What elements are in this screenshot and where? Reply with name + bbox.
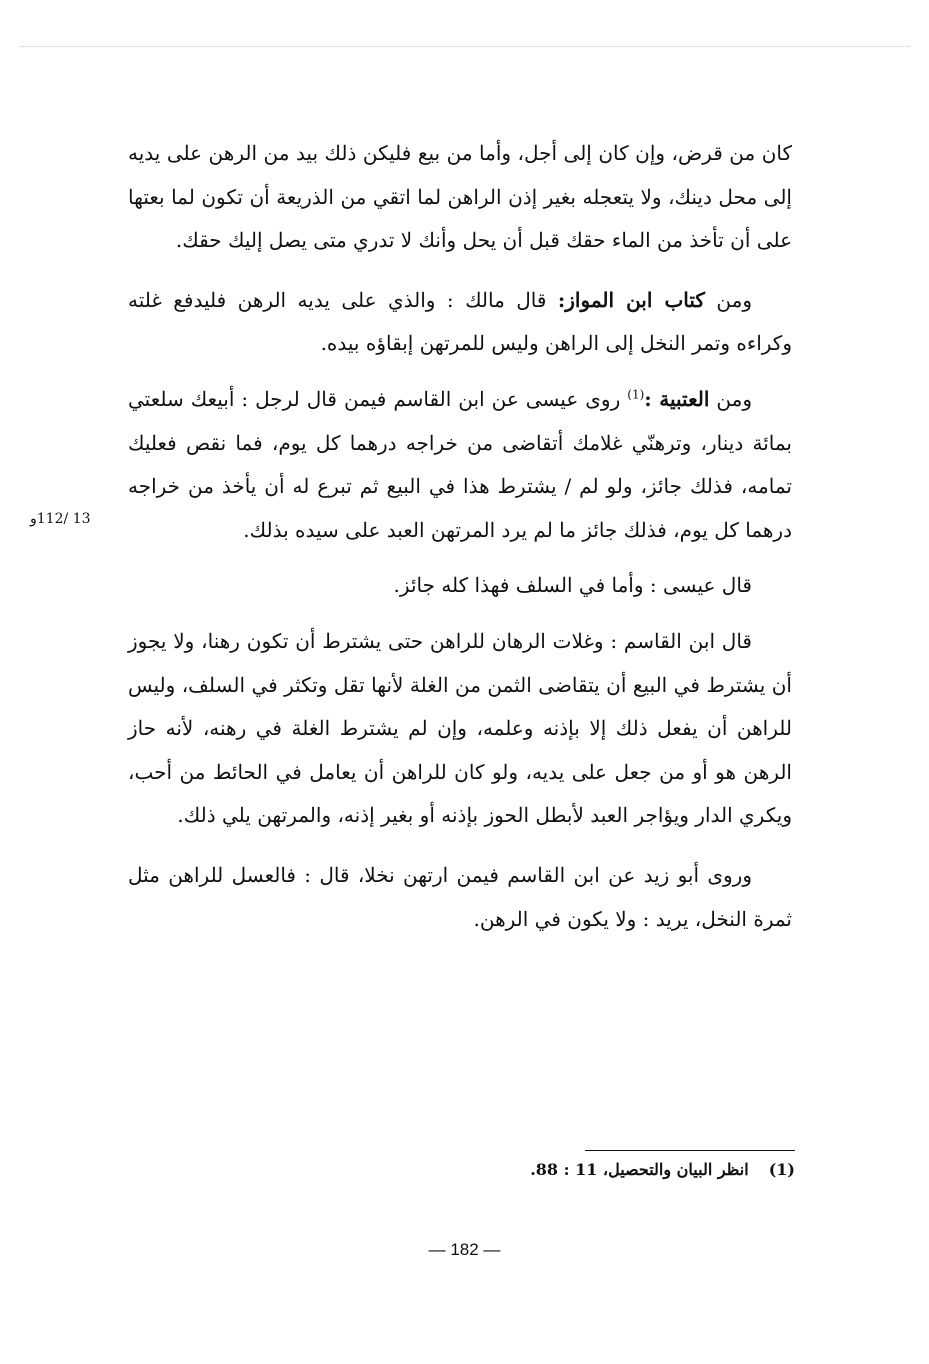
footnote-ref: (1): [627, 387, 645, 402]
paragraph-3: [128, 378, 792, 552]
page-number: — 182 —: [428, 1240, 501, 1259]
paragraph-2-text: قال مالك : والذي على يديه الرهن فليدفع غلته وكراءه وتمر النخل إلى الراهن وليس للمرتهن إبقاؤه بيده.: [128, 287, 792, 356]
paragraph-3-lead: ومن: [709, 386, 752, 411]
source-title-utbiyya: العتبية :: [644, 386, 710, 411]
source-title-ibn-al-mawwaz: كتاب ابن المواز:: [557, 287, 705, 312]
paragraph-1: كان من قرض، وإن كان إلى أجل، وأما من بيع فليكن ذلك بيد من الرهن على يديه إلى محل دينك، ولا يتعجله بغير إذن الراهن لما اتقي من الذريعة أن تكون لما بعتها على أن تأخذ من الماء حقك قبل أن يحل وأنك لا تدري متى يصل إليك حقك.: [128, 141, 792, 253]
paragraph-2-lead: ومن: [704, 287, 752, 312]
footnote-text: انظر البيان والتحصيل، 11 : 88.: [530, 1160, 749, 1179]
paragraph-3-text: روى عيسى عن ابن القاسم فيمن قال لرجل : أبيعك سلعتي بمائة دينار، وترهنّي غلامك أتقاضى من خراجه درهما كل يوم، فما نقص فعليك تمامه، فذلك جائز، ولو لم / يشترط هذا في البيع ثم تبرع له أن يأخذ من خراجه درهما كل يوم، فذلك جائز ما لم يرد المرتهن العبد على سيده بذلك.: [128, 386, 792, 542]
footnote-rule: [585, 1150, 795, 1151]
paragraph-5: قال ابن القاسم : وغلات الرهان للراهن حتى يشترط أن تكون رهنا، ولا يجوز أن يشترط في البيع أن يتقاضى الثمن من الغلة لأنها تقل وتكثر في السلف، وليس للراهن أن يفعل ذلك إلا بإذنه وعلمه، وإن لم يشترط الغلة في رهنه، لأنه حاز الرهن هو أو من جعل على يديه، ولو كان للراهن أن يعامل في الحائط من أحب، ويكري الدار ويؤاجر العبد لأبطل الحوز بإذنه أو بغير إذنه، والمرتهن يلي ذلك.: [128, 628, 792, 828]
paragraph-4: قال عيسى : وأما في السلف فهذا كله جائز.: [393, 573, 752, 598]
paragraph-2: [128, 279, 792, 366]
main-text: [128, 132, 792, 941]
footnote: [400, 1158, 795, 1182]
footnote-number: (1): [768, 1160, 795, 1179]
header-rule: [20, 46, 910, 47]
manuscript-folio-note: 13 /112و: [30, 511, 91, 527]
paragraph-6: وروى أبو زيد عن ابن القاسم فيمن ارتهن نخلا، قال : فالعسل للراهن مثل ثمرة النخل، يريد : ولا يكون في الرهن.: [128, 862, 792, 931]
